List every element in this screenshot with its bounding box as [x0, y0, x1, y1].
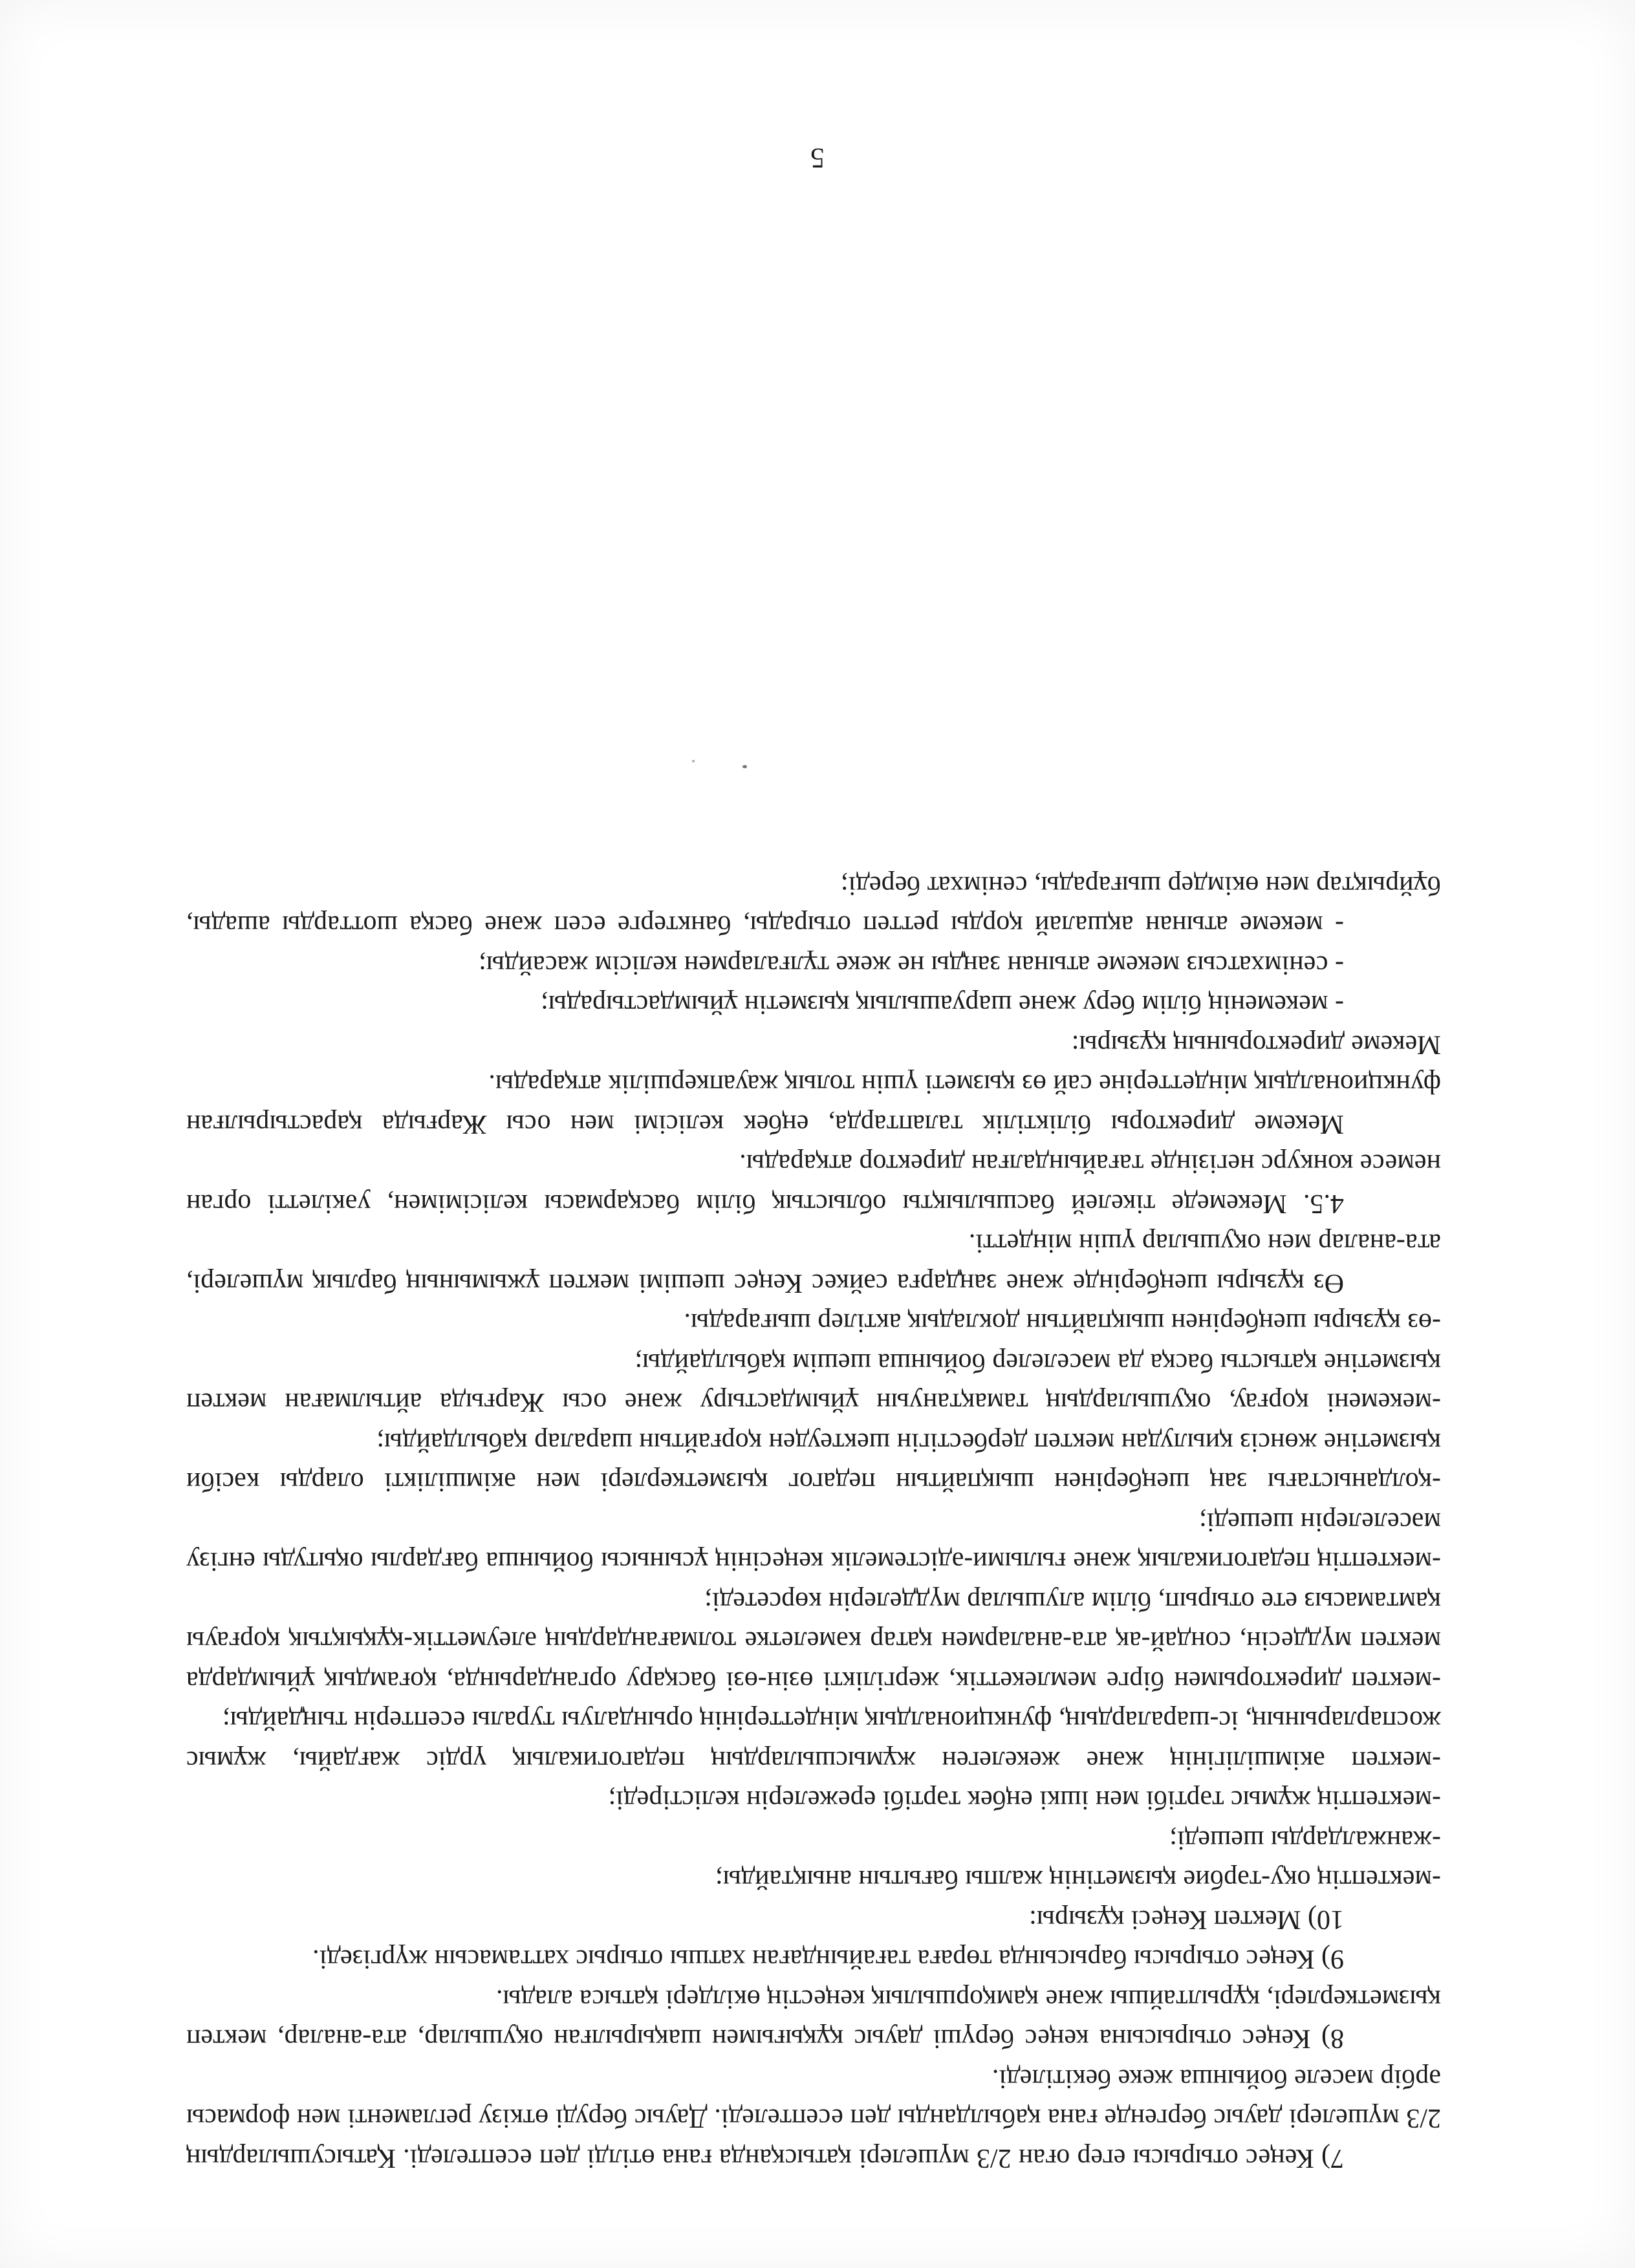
paragraph-8-meeting-participants: 8) Кеңес отырысына кеңес берүші дауыс құқығымен шақырылған оқушылар, ата-аналар, мектеп қызметкерлері, құрылтайшы және қамқоршылық кеңестің өкілдері қатыса алады.	[186, 1984, 1441, 2054]
competence-item: -мектептің педагогикалық және ғылыми-әдістемелік кеңесінің ұсынысы бойынша бағдарлы оқытуды енгізу мәселелерін шешеді;	[186, 1507, 1441, 1577]
competence-item: -мектеп директорымен бірге мемлекеттік, жергілікті өзін-өзі басқару органдарында, қоғамдық ұйымдарда мектеп мүддесін, сондай-ақ ата-аналармен қатар кәмелетке толмағандардың әлеуметтік-құқықтық қорғауы қамтамасыз ете отырып, білім алушылар мүдделерін көрсетеді;	[186, 1586, 1441, 1696]
competence-item: -мекемені қорғау, оқушылардың тамақтануын ұйымдастыру және осы Жарғыда айтылмаған мектеп қызметіне қатысты басқа да мәселелер бойынша шешім қабылдайды;	[186, 1348, 1441, 1418]
competence-item: -мектептің жұмыс тәртібі мен ішкі еңбек тәртібі ережелерін келістіреді;	[608, 1785, 1441, 1815]
competence-item: -мектеп әкімшілігінің және жекелеген жұмысшылардың педагогикалық үрдіс жағдайы, жұмыс жоспарларының, іс-шаралардың, функционалдық міндеттерінің орындалуы туралы есептерін тыңдайды;	[186, 1705, 1441, 1775]
paragraph-9-meeting-secretary: 9) Кеңес отырысы барысында төраға тағайындаған хатшы отырыс хаттамасын жүргізеді.	[312, 1944, 1344, 1974]
section-4-5-management: 4.5. Мекемеде тікелей басшылықты облыстық білім басқармасы келісімімен, уәкілетті орган немесе конкурс негізінде тағайындалған директор атқарады.	[186, 1149, 1441, 1218]
director-competence-item: - мекеме атынан ақшалай қорды реттеп отырады, банктерге есеп және басқа шоттарды ашады, бұйрықтар мен өкімдер шығарады, сенімхат береді;	[186, 870, 1441, 940]
competence-item: -жанжалдарды шешеді;	[1169, 1825, 1441, 1855]
scan-speck	[692, 760, 695, 762]
director-competence-heading: Мекеме директорының құзыры:	[1071, 1030, 1441, 1059]
page-number: 5	[810, 142, 825, 174]
competence-item: -мектептің оқу-тәрбие қызметінің жалпы бағытын анықтайды;	[715, 1864, 1441, 1895]
paragraph-10-council-competence-heading: 10) Мектеп Кеңесі құзыры:	[1029, 1905, 1344, 1934]
director-competence-item: - мекеменің білім беру және шаруашылық қызметін ұйымдастырады;	[541, 989, 1344, 1020]
competence-item: -өз құзыры шеңберінен шықпайтын докладық актілер шығарады.	[684, 1308, 1441, 1338]
paragraph-7-meeting-quorum: 7) Кеңес отырысы егер оған 2/3 мүшелері қатысқанда ғана өтілді деп есептеледі. Қатысушылардың 2/3 мүшелері дауыс бергенде ғана қабылданды деп есептеледі. Дауыс беруді өткізу регламенті мен формасы әрбір мәселе бойынша жеке бекітіледі.	[186, 2064, 1441, 2173]
council-decision-binding: Өз құзыры шеңберінде және заңдарға сәйкес Кеңес шешімі мектеп ұжымының барлық мүшелері, ата-аналар мен оқушылар үшін міндетті.	[186, 1228, 1441, 1298]
director-competence-item: - сенімхатсыз мекеме атынан заңды не жеке тұлғалармен келісім жасайды;	[479, 950, 1344, 980]
competence-item: -қолданыстағы заң шеңберінен шықпайтын педагог қызметкерлері мен әкімшілікті оларды кәсіби қызметіне жөнсіз қиылудан мектеп дербестігін шектеуден қорғайтын шаралар қабылдайды;	[186, 1427, 1441, 1497]
director-responsibility: Мекеме директоры біліктілік талаптарда, еңбек келісімі мен осы Жарғыда қарастырылған функционалдық міндеттеріне сай өз қызметі үшін толық жауапкершілік атқарады.	[186, 1069, 1441, 1139]
document-body	[186, 237, 1441, 2177]
scan-speck	[742, 765, 747, 768]
